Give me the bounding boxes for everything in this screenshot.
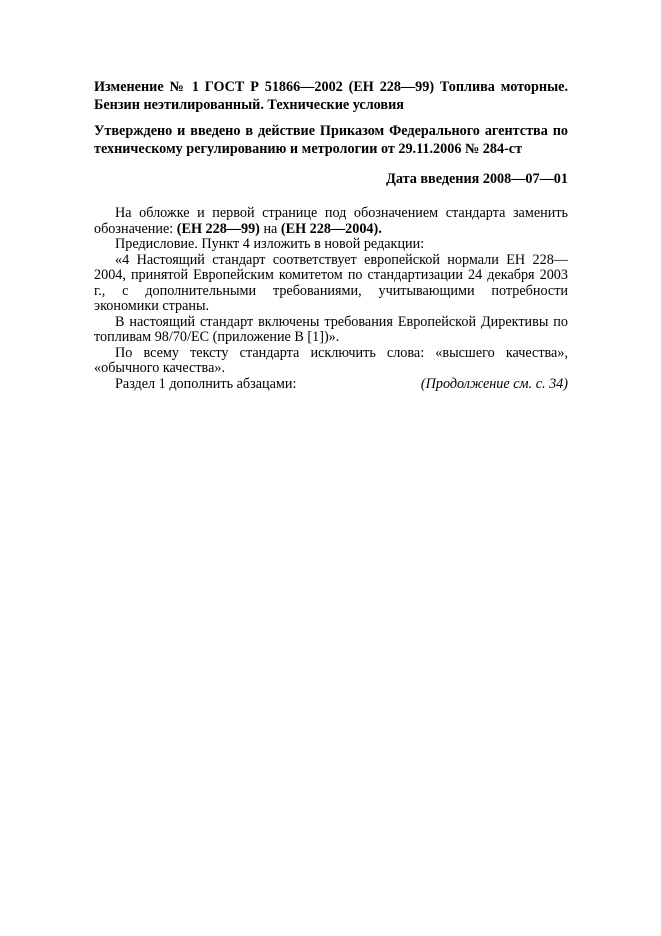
document-page xyxy=(94,78,568,392)
old-designation: (ЕН 228—99) xyxy=(176,220,260,237)
amendment-body xyxy=(94,206,568,392)
paragraph-clause-4: «4 Настоящий стандарт соответствует европейской нормали ЕН 228—2004, принятой Европейским комитетом по стандартизации 24 декабря 2003 г., с дополнительными требованиями, учитывающими потребности экономики страны. xyxy=(94,251,568,314)
paragraph-section-1: Раздел 1 дополнить абзацами: xyxy=(115,375,297,392)
new-designation: (ЕН 228—2004). xyxy=(280,220,382,237)
section-1-line xyxy=(94,377,568,393)
continuation-note: (Продолжение см. с. 34) xyxy=(420,375,568,392)
connector-word: на xyxy=(259,220,281,237)
paragraph-exclude-words: По всему тексту стандарта исключить слова: «высшего качества», «обычного качества». xyxy=(94,344,568,376)
approval-statement: Утверждено и введено в действие Приказом Федерального агентства по техническому регулированию и метрологии от 29.11.2006 № 284-ст xyxy=(94,123,568,157)
amendment-title: Изменение № 1 ГОСТ Р 51866—2002 (ЕН 228—99) Топлива моторные. Бензин неэтилированный. Технические условия xyxy=(94,79,568,113)
paragraph-foreword: Предисловие. Пункт 4 изложить в новой редакции: xyxy=(115,236,425,252)
paragraph-cover-designation xyxy=(94,206,568,237)
cover-text: На обложке и первой странице под обозначением стандарта заменить обозначение: xyxy=(94,205,568,237)
paragraph-directive: В настоящий стандарт включены требования Европейской Директивы по топливам 98/70/ЕС (приложение В [1])». xyxy=(94,313,568,345)
effective-date: Дата введения 2008—07—01 xyxy=(386,171,568,187)
